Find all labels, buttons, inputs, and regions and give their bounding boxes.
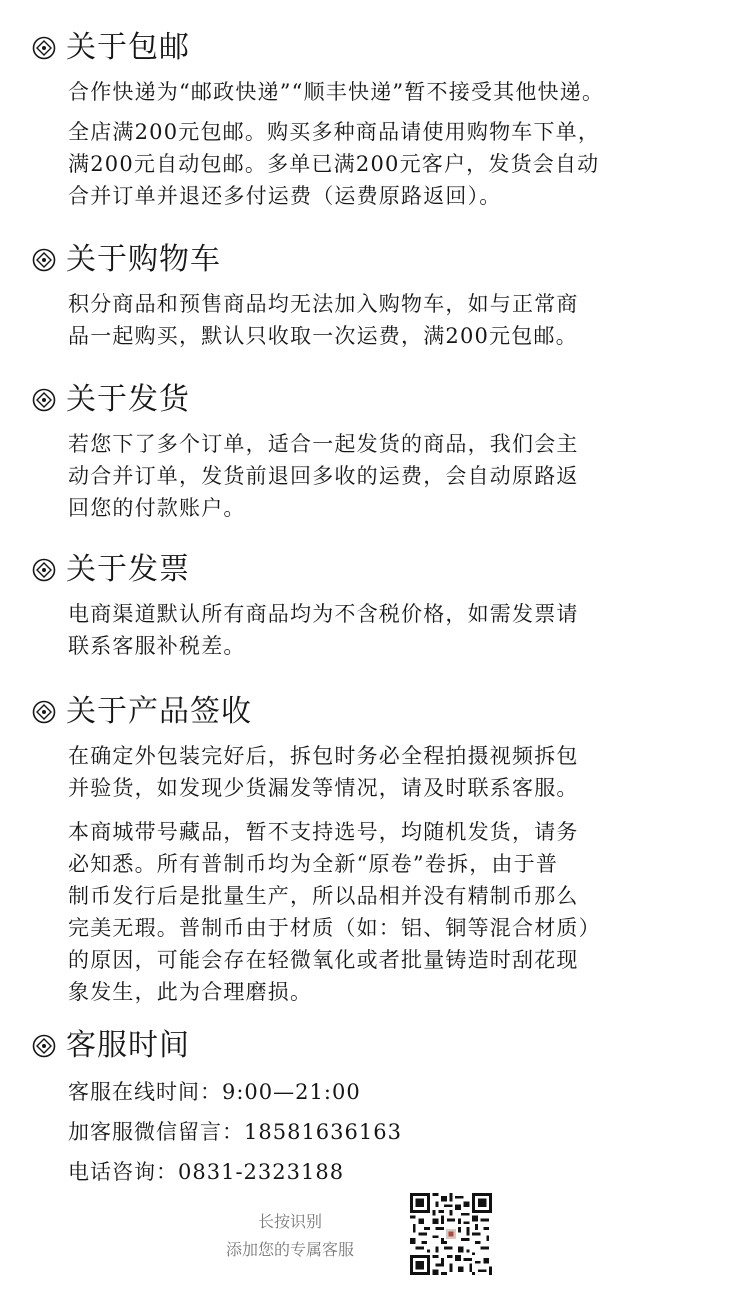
coin-diamond-icon	[32, 248, 56, 272]
section-title: 关于发票	[66, 552, 190, 587]
section-title: 关于产品签收	[66, 694, 252, 729]
qr-code-icon[interactable]	[410, 1193, 492, 1275]
section-cart	[32, 238, 712, 352]
service-wechat: 加客服微信留言：18581636163	[68, 1120, 402, 1144]
section-service	[32, 1024, 712, 1188]
section-heading	[32, 378, 712, 422]
section-paragraph: 在确定外包装完好后，拆包时务必全程拍摄视频拆包 并验货，如发现少货漏发等情况，请及时联系客服。	[68, 744, 579, 800]
section-invoice	[32, 548, 712, 662]
section-paragraph: 合作快递为“邮政快递”“顺丰快递”暂不接受其他快递。	[68, 80, 605, 104]
service-phone: 电话咨询：0831-2323188	[68, 1160, 345, 1184]
section-heading	[32, 238, 712, 282]
section-title: 关于包邮	[66, 30, 190, 65]
section-receipt	[32, 690, 712, 1008]
section-heading	[32, 548, 712, 592]
section-heading	[32, 1024, 712, 1068]
section-heading	[32, 690, 712, 734]
coin-diamond-icon	[32, 700, 56, 724]
section-paragraph: 全店满200元包邮。购买多种商品请使用购物车下单， 满200元自动包邮。多单已满200元客户，发货会自动 合并订单并退还多付运费（运费原路返回）。	[68, 120, 601, 208]
footer-add-hint: 添加您的专属客服	[225, 1240, 354, 1259]
section-paragraph: 积分商品和预售商品均无法加入购物车，如与正常商 品一起购买，默认只收取一次运费，满200元包邮。	[68, 292, 579, 348]
section-paragraph: 本商城带号藏品，暂不支持选号，均随机发货，请务 必知悉。所有普制币均为全新“原卷”卷拆，由于普 制币发行后是批量生产，所以品相并没有精制币那么 完美无瑕。普制币由于材质（如：铝、铜等混合材质） 的原因，可能会存在轻微氧化或者批量铸造时刮花现 象发生，此为合理磨损。	[68, 820, 601, 1004]
section-paragraph: 电商渠道默认所有商品均为不含税价格，如需发票请 联系客服补税差。	[68, 602, 579, 658]
service-hours: 客服在线时间：9:00—21:00	[68, 1080, 361, 1104]
section-paragraph: 若您下了多个订单，适合一起发货的商品，我们会主 动合并订单，发货前退回多收的运费，会自动原路返 回您的付款账户。	[68, 432, 579, 520]
coin-diamond-icon	[32, 558, 56, 582]
section-shipping	[32, 26, 712, 212]
section-title: 关于购物车	[66, 242, 221, 277]
section-title: 关于发货	[66, 382, 190, 417]
footer-scan-hint: 长按识别	[257, 1212, 322, 1231]
section-delivery	[32, 378, 712, 524]
coin-diamond-icon	[32, 1034, 56, 1058]
section-title: 客服时间	[66, 1028, 190, 1063]
section-heading	[32, 26, 712, 70]
coin-diamond-icon	[32, 388, 56, 412]
coin-diamond-icon	[32, 36, 56, 60]
